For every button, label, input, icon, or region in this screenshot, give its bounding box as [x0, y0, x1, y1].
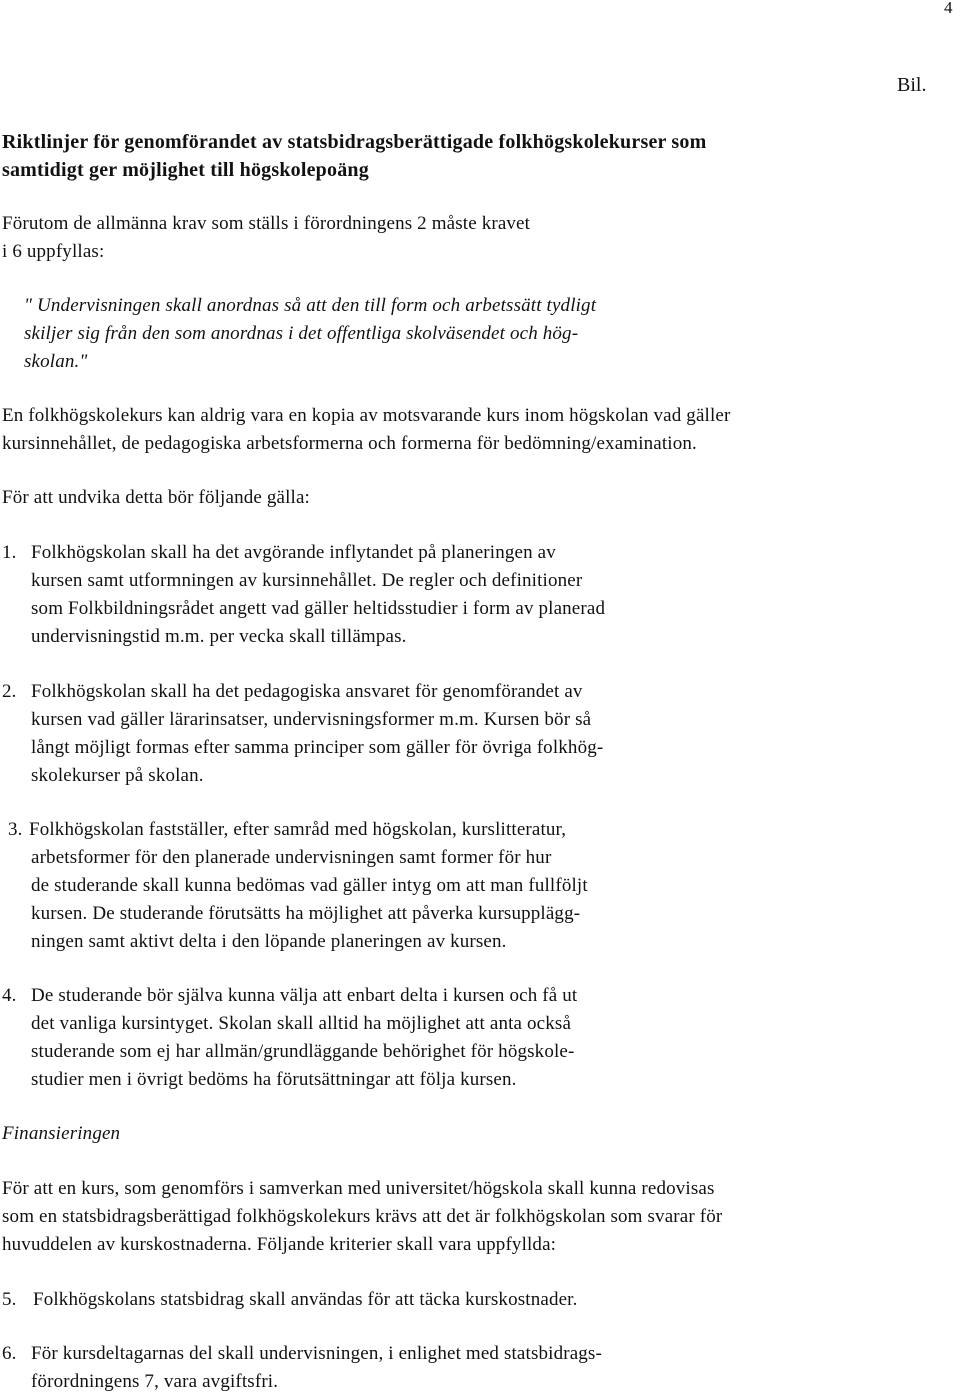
- financing-line-3: huvuddelen av kurskostnaderna. Följande kriterier skall vara uppfyllda:: [2, 1234, 557, 1255]
- list-item-1-line-4: undervisningstid m.m. per vecka skall tillämpas.: [31, 626, 407, 647]
- list-number-3: 3.: [8, 819, 23, 840]
- list-item-3-line-1: Folkhögskolan fastställer, efter samråd med högskolan, kurslitteratur,: [29, 819, 567, 840]
- list-item-2-line-3: långt möjligt formas efter samma principer som gäller för övriga folkhög-: [31, 737, 604, 758]
- list-item-4-line-3: studerande som ej har allmän/grundläggande behörighet för högskole-: [31, 1041, 575, 1062]
- financing-number-6: 6.: [2, 1343, 17, 1364]
- list-item-2-line-4: skolekurser på skolan.: [31, 765, 204, 786]
- list-item-1-line-1: Folkhögskolan skall ha det avgörande inflytandet på planeringen av: [31, 542, 556, 563]
- attachment-label: Bil.: [897, 74, 927, 96]
- list-item-4-line-2: det vanliga kursintyget. Skolan skall alltid ha möjlighet att anta också: [31, 1013, 572, 1034]
- list-item-2-line-1: Folkhögskolan skall ha det pedagogiska ansvaret för genomförandet av: [31, 681, 583, 702]
- list-item-4-line-1: De studerande bör själva kunna välja att enbart delta i kursen och få ut: [31, 985, 578, 1006]
- paragraph-line-1: En folkhögskolekurs kan aldrig vara en kopia av motsvarande kurs inom högskolan vad gäller: [2, 405, 731, 426]
- financing-number-5: 5.: [2, 1289, 17, 1310]
- list-number-1: 1.: [2, 542, 17, 563]
- financing-item-6-line-1: För kursdeltagarnas del skall undervisningen, i enlighet med statsbidrags-: [31, 1343, 602, 1364]
- list-item-1-line-3: som Folkbildningsrådet angett vad gäller heltidsstudier i form av planerad: [31, 598, 606, 619]
- list-item-4-line-4: studier men i övrigt bedöms ha förutsättningar att följa kursen.: [31, 1069, 517, 1090]
- list-item-3-line-5: ningen samt aktivt delta i den löpande planeringen av kursen.: [31, 931, 507, 952]
- page-number: 4: [944, 0, 953, 17]
- list-number-2: 2.: [2, 681, 17, 702]
- list-number-4: 4.: [2, 985, 17, 1006]
- paragraph-line-2: kursinnehållet, de pedagogiska arbetsformerna och formerna för bedömning/examination.: [2, 433, 697, 454]
- intro-line-1: Förutom de allmänna krav som ställs i förordningens 2 måste kravet: [2, 213, 531, 234]
- financing-line-2: som en statsbidragsberättigad folkhögskolekurs krävs att det är folkhögskolan som svarar för: [2, 1206, 723, 1227]
- list-item-3-line-3: de studerande skall kunna bedömas vad gäller intyg om att man fullföljt: [31, 875, 588, 896]
- financing-item-6-line-2: förordningens 7, vara avgiftsfri.: [31, 1371, 279, 1392]
- list-item-1-line-2: kursen samt utformningen av kursinnehållet. De regler och definitioner: [31, 570, 583, 591]
- quote-line-3: skolan.": [24, 351, 88, 372]
- intro-line-2: i 6 uppfyllas:: [2, 241, 105, 262]
- list-item-3-line-2: arbetsformer för den planerade undervisningen samt former för hur: [31, 847, 552, 868]
- list-item-2-line-2: kursen vad gäller lärarinsatser, undervisningsformer m.m. Kursen bör så: [31, 709, 592, 730]
- financing-heading: Finansieringen: [2, 1123, 121, 1144]
- financing-item-5-line-1: Folkhögskolans statsbidrag skall användas för att täcka kurskostnader.: [33, 1289, 578, 1310]
- document-title-line-1: Riktlinjer för genomförandet av statsbidragsberättigade folkhögskolekurser som: [2, 131, 707, 153]
- quote-line-2: skiljer sig från den som anordnas i det offentliga skolväsendet och hög-: [24, 323, 579, 344]
- document-title-line-2: samtidigt ger möjlighet till högskolepoäng: [2, 159, 369, 181]
- quote-line-1: " Undervisningen skall anordnas så att den till form och arbetssätt tydligt: [24, 295, 597, 316]
- list-item-3-line-4: kursen. De studerande förutsätts ha möjlighet att påverka kursupplägg-: [31, 903, 581, 924]
- avoid-intro: För att undvika detta bör följande gälla:: [2, 487, 310, 508]
- financing-line-1: För att en kurs, som genomförs i samverkan med universitet/högskola skall kunna redovisas: [2, 1178, 715, 1199]
